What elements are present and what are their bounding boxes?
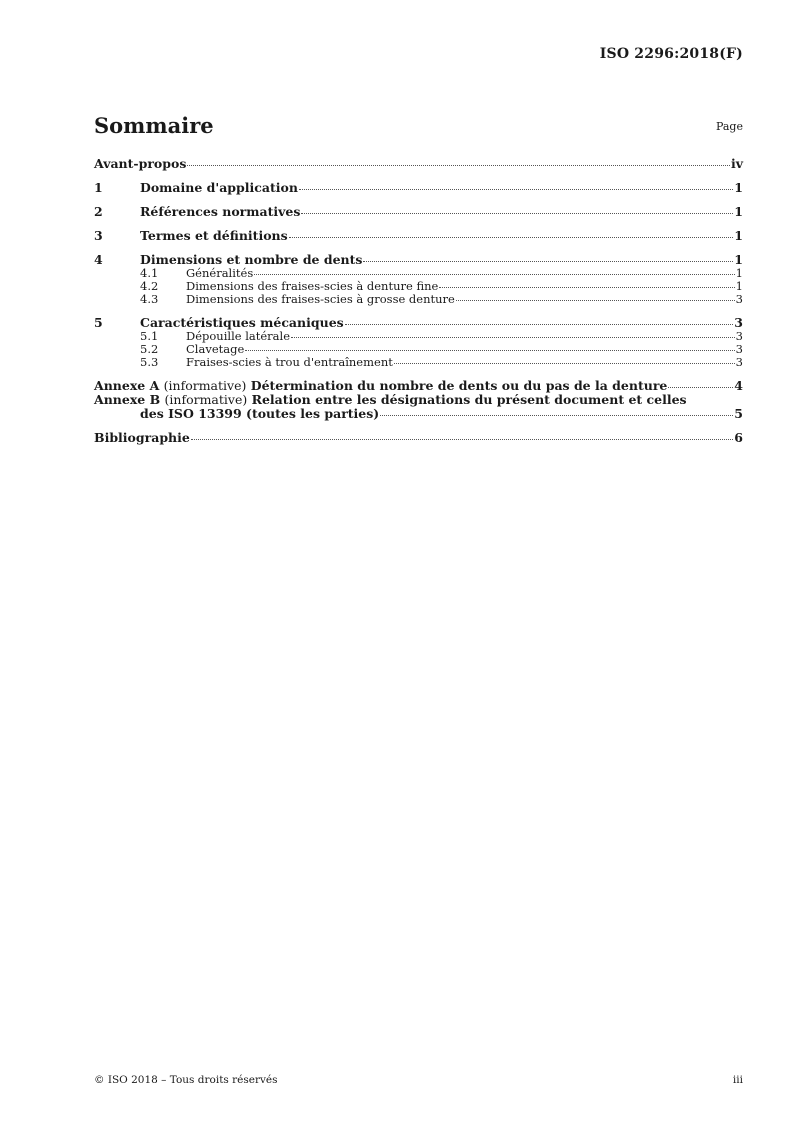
annex-title-line-1: Relation entre les désignations du présent document et celles (251, 392, 687, 407)
toc-entry-title: Généralités (186, 266, 254, 280)
toc-entry-page: 1 (734, 204, 743, 219)
toc-entry-page: 1 (734, 252, 743, 267)
toc-entry-5-3[interactable] (94, 356, 743, 369)
toc-entry-number: 4.1 (140, 266, 159, 280)
dot-leader (245, 350, 734, 351)
page-column-label: Page (715, 120, 743, 133)
toc-entry-title: Dimensions et nombre de dents (140, 252, 363, 267)
toc-entry-page: 3 (735, 292, 743, 306)
toc-entry-page: 5 (734, 406, 743, 421)
toc-entry-title: Clavetage (186, 342, 245, 356)
toc-entry-number: 5.2 (140, 342, 159, 356)
toc-entry-annex-a[interactable] (94, 379, 743, 393)
toc-entry-title (94, 379, 667, 393)
dot-leader (291, 337, 735, 338)
toc-entry-number: 4.3 (140, 292, 159, 306)
toc-entry-4[interactable] (94, 253, 743, 267)
toc-entry-3[interactable] (94, 229, 743, 243)
annex-b-line-1 (94, 393, 743, 407)
annex-label: Annexe B (94, 392, 161, 407)
toc-entry-title: Bibliographie (94, 430, 190, 445)
toc-entry-number: 5.1 (140, 329, 159, 343)
document-id: ISO 2296:2018(F) (599, 46, 743, 62)
annex-b-line-2 (94, 407, 743, 421)
toc-entry-annex-b[interactable] (94, 393, 743, 421)
toc-entry-number: 5 (94, 315, 103, 330)
dot-leader (363, 261, 733, 262)
dot-leader (380, 415, 733, 416)
toc-entry-title: Dimensions des fraises-scies à denture fine (186, 279, 439, 293)
dot-leader (301, 213, 733, 214)
toc-header (94, 113, 743, 143)
toc-entry-page: 1 (734, 228, 743, 243)
toc-entry-title: Fraises-scies à trou d'entraînement (186, 355, 393, 369)
toc-entry-title: Caractéristiques mécaniques (140, 315, 344, 330)
toc-entry-number: 1 (94, 180, 103, 195)
toc-entry-number: 2 (94, 204, 103, 219)
toc-entry-title: Références normatives (140, 204, 301, 219)
toc-entry-title: Domaine d'application (140, 180, 298, 195)
toc-entry-title: Dimensions des fraises-scies à grosse denture (186, 292, 455, 306)
dot-leader (345, 324, 734, 325)
toc-entry-avant-propos[interactable] (94, 157, 743, 171)
toc-entry-1[interactable] (94, 181, 743, 195)
dot-leader (394, 363, 735, 364)
toc-entry-number: 4 (94, 252, 103, 267)
annex-type: (informative) (163, 378, 247, 393)
toc-entry-page: 3 (735, 329, 743, 343)
toc-entry-page: 3 (734, 315, 743, 330)
toc-entry-page: 4 (734, 378, 743, 393)
dot-leader (439, 287, 734, 288)
toc-entry-page: 3 (735, 342, 743, 356)
toc-entry-number: 3 (94, 228, 103, 243)
toc-entry-page: 1 (734, 180, 743, 195)
toc-entry-page: 1 (735, 279, 743, 293)
dot-leader (254, 274, 734, 275)
toc-entry-2[interactable] (94, 205, 743, 219)
toc-entry-title: Avant-propos (94, 156, 187, 171)
toc-entry-page: 6 (734, 430, 743, 445)
page-title: Sommaire (94, 113, 214, 138)
dot-leader (191, 439, 733, 440)
toc-entry-number: 4.2 (140, 279, 159, 293)
dot-leader (289, 237, 734, 238)
annex-title: Détermination du nombre de dents ou du pas de la denture (250, 378, 668, 393)
dot-leader (668, 387, 733, 388)
toc-entry-4-3[interactable] (94, 293, 743, 306)
toc-entry-title: Termes et définitions (140, 228, 288, 243)
dot-leader (299, 189, 733, 190)
toc-entry-5[interactable] (94, 316, 743, 330)
copyright-notice: © ISO 2018 – Tous droits réservés (94, 1074, 278, 1086)
toc-entry-title: Dépouille latérale (186, 329, 291, 343)
toc-entry-page: iv (730, 156, 743, 171)
toc-entry-title (94, 393, 687, 407)
dot-leader (456, 300, 735, 301)
toc-entry-page: 3 (735, 355, 743, 369)
page-number: iii (732, 1074, 743, 1086)
table-of-contents (94, 157, 743, 445)
toc-entry-number: 5.3 (140, 355, 159, 369)
annex-title-line-2: des ISO 13399 (toutes les parties) (140, 406, 380, 421)
annex-label: Annexe A (94, 378, 160, 393)
dot-leader (187, 165, 730, 166)
page-footer (94, 1074, 743, 1086)
toc-entry-bibliography[interactable] (94, 431, 743, 445)
toc-entry-page: 1 (735, 266, 743, 280)
annex-type: (informative) (164, 392, 248, 407)
